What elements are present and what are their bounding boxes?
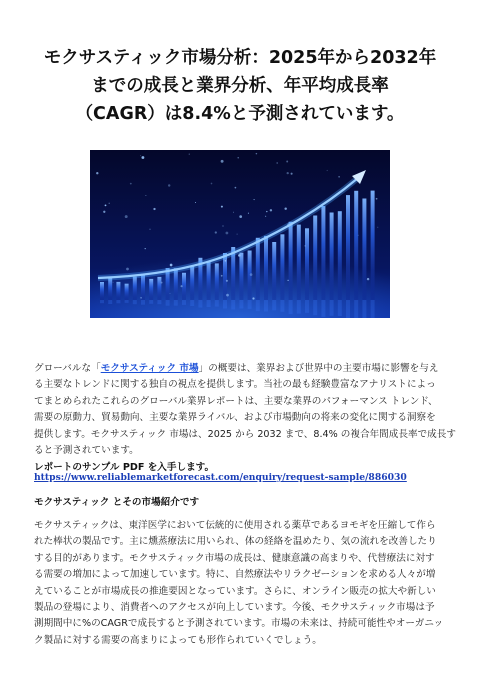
title-line-3: （CAGR）は8.4%と予測されています。 xyxy=(75,103,405,124)
intro-line-3: する目的があります。モクサスティック市場の成長は、健康意識の高まりや、代替療法に対す xyxy=(34,552,435,564)
hero-bar xyxy=(149,279,153,300)
hero-sparkle xyxy=(256,153,258,155)
hero-bar-reflection xyxy=(190,300,194,306)
hero-bar xyxy=(256,238,260,300)
hero-bar xyxy=(207,261,211,300)
hero-sparkle xyxy=(358,235,359,236)
hero-sparkle xyxy=(239,215,242,218)
hero-sparkle xyxy=(235,187,237,189)
hero-sparkle xyxy=(221,275,223,277)
hero-sparkle xyxy=(225,260,227,262)
overview-line-5: 提供します。モクサスティック 市場は、2025 から 2032 まで、8.4% の複合年間成長率で成長す xyxy=(34,428,456,440)
hero-bar-reflection xyxy=(207,300,211,307)
sample-request-link[interactable]: https://www.reliablemarketforecast.com/enquiry/request-sample/886030 xyxy=(34,472,407,483)
hero-bar xyxy=(321,206,325,300)
hero-bar xyxy=(346,195,350,300)
hero-bar-reflection xyxy=(149,300,153,304)
hero-bar-reflection xyxy=(223,300,227,309)
hero-bar-reflection xyxy=(346,300,350,318)
hero-bar xyxy=(141,274,145,300)
hero-sparkle xyxy=(286,161,288,163)
hero-sparkle xyxy=(195,202,196,203)
hero-bar-reflection xyxy=(297,300,301,314)
hero-sparkle xyxy=(221,206,223,208)
hero-bar xyxy=(280,234,284,300)
hero-bar xyxy=(305,228,309,300)
hero-sparkle xyxy=(161,282,163,284)
hero-bar-reflection xyxy=(313,300,317,315)
hero-bar xyxy=(362,199,366,301)
hero-bar xyxy=(215,263,219,300)
hero-bar-reflection xyxy=(125,300,129,303)
hero-sparkle xyxy=(367,278,369,280)
overview-prefix: グローバルな「 xyxy=(34,363,101,374)
hero-sparkle xyxy=(215,231,217,233)
hero-bar-reflection xyxy=(116,300,120,303)
hero-bar xyxy=(354,191,358,300)
intro-paragraph xyxy=(34,518,450,649)
hero-sparkle xyxy=(113,282,114,283)
hero-bar xyxy=(100,282,104,300)
page-title xyxy=(20,44,460,128)
hero-sparkle xyxy=(238,254,241,257)
hero-bar-reflection xyxy=(133,300,137,304)
hero-bar xyxy=(264,236,268,300)
hero-sparkle xyxy=(376,198,378,200)
hero-sparkle xyxy=(189,154,190,155)
hero-sparkle xyxy=(270,209,272,211)
hero-sparkle xyxy=(284,207,286,209)
hero-bar-reflection xyxy=(100,300,104,303)
hero-sparkle xyxy=(226,280,228,282)
hero-bar-reflection xyxy=(338,300,342,316)
hero-bar-reflection xyxy=(198,300,202,308)
hero-bar-reflection xyxy=(289,300,293,314)
hero-sparkle xyxy=(226,294,229,297)
hero-sparkle xyxy=(254,199,255,200)
hero-sparkle xyxy=(338,176,340,178)
hero-sparkle xyxy=(221,160,224,163)
hero-bar xyxy=(190,266,194,300)
hero-sparkle xyxy=(140,297,142,299)
hero-sparkle xyxy=(149,228,151,230)
hero-bar xyxy=(116,282,120,300)
hero-bar-reflection xyxy=(362,300,366,318)
intro-line-5: えていることが市場成長の推進要因となっています。さらに、オンライン販売の拡大や新しい xyxy=(34,585,436,597)
intro-line-6: 製品の登場により、消費者へのアクセスが向上しています。今後、モクサスティック市場は予 xyxy=(34,602,435,614)
hero-bar xyxy=(338,211,342,300)
overview-line-6: ると予測されています。 xyxy=(34,445,139,457)
hero-sparkle xyxy=(223,226,224,227)
hero-bar xyxy=(157,277,161,300)
hero-sparkle xyxy=(145,248,146,249)
overview-line-4: 需要の原動力、貿易動向、主要な業界ライバル、および市場動向の将来の変化に関する洞察を xyxy=(34,412,436,424)
hero-sparkle xyxy=(237,234,238,235)
market-intro-heading: モクサスティック とその市場紹介です xyxy=(34,497,200,508)
hero-sparkle xyxy=(125,215,128,218)
hero-sparkle xyxy=(181,285,183,287)
hero-sparkle xyxy=(291,173,293,175)
hero-bar-reflection xyxy=(141,300,145,305)
overview-line-3: てまとめられたこれらのグローバル業界レポートは、主要な業界のパフォーマンス トレンド、 xyxy=(34,395,438,407)
intro-line-4: る需要の増加によって加速しています。特に、自然療法やリラクゼーションを求める人々が増 xyxy=(34,569,436,581)
hero-bar xyxy=(174,268,178,300)
hero-sparkle xyxy=(226,232,229,235)
title-line-2: までの成長と業界分析、年平均成長率 xyxy=(91,75,389,96)
overview-paragraph xyxy=(34,361,456,459)
hero-sparkle xyxy=(170,264,173,267)
hero-bar-reflection xyxy=(248,300,252,309)
hero-bar-reflection xyxy=(305,300,309,313)
hero-bar-reflection xyxy=(264,300,268,312)
hero-sparkle xyxy=(377,227,378,228)
hero-bar-reflection xyxy=(239,300,243,309)
hero-sparkle xyxy=(266,211,267,212)
overview-line-2: る主要なトレンドに関する独自の視点を提供します。当社の最も経験豊富なアナリストによっ xyxy=(34,379,436,391)
intro-line-2: れた棒状の製品です。主に燻蒸療法に用いられ、体の経絡を温めたり、気の流れを改善したり xyxy=(34,536,437,548)
hero-bar xyxy=(371,191,375,300)
hero-bar-reflection xyxy=(321,300,325,317)
hero-sparkle xyxy=(287,280,288,281)
hero-bar xyxy=(125,284,129,300)
hero-bar-reflection xyxy=(108,300,112,304)
hero-sparkle xyxy=(153,208,155,210)
hero-sparkle xyxy=(252,297,254,299)
sample-pdf-heading: レポートのサンプル PDF を入手します。 xyxy=(34,462,215,473)
hero-bar-reflection xyxy=(371,300,375,318)
hero-sparkle xyxy=(250,273,253,276)
hero-sparkle xyxy=(287,172,289,174)
hero-bar xyxy=(239,253,243,300)
hero-sparkle xyxy=(304,245,305,246)
hero-bar-reflection xyxy=(272,300,276,310)
market-link[interactable]: モクサスティック 市場 xyxy=(100,363,199,374)
hero-sparkle xyxy=(327,170,328,171)
intro-line-7: 測期間中に%のCAGRで成長すると予測されています。市場の未来は、持続可能性やオーガニッ xyxy=(34,618,444,630)
hero-growth-image xyxy=(90,150,390,318)
hero-bar-reflection xyxy=(330,300,334,316)
hero-bar-reflection xyxy=(174,300,178,306)
hero-bar-reflection xyxy=(231,300,235,310)
hero-sparkle xyxy=(103,211,105,213)
hero-bar-reflection xyxy=(256,300,260,311)
hero-sparkle xyxy=(248,213,249,214)
overview-line-1 xyxy=(34,361,450,377)
hero-sparkle xyxy=(168,184,170,186)
hero-bar-reflection xyxy=(354,300,358,318)
hero-sparkle xyxy=(145,195,146,196)
hero-sparkle xyxy=(233,212,234,213)
hero-sparkle xyxy=(276,162,278,164)
hero-sparkle xyxy=(140,155,141,156)
hero-bar xyxy=(272,242,276,300)
hero-bar xyxy=(223,253,227,300)
hero-sparkle xyxy=(105,204,107,206)
hero-sparkle xyxy=(237,157,238,158)
intro-line-1: モクサスティックは、東洋医学において伝統的に使用される薬草であるヨモギを圧縮して作ら xyxy=(34,520,436,531)
hero-bar-reflection xyxy=(157,300,161,304)
hero-sparkle xyxy=(96,172,98,174)
hero-sparkle xyxy=(265,216,266,217)
hero-sparkle xyxy=(141,156,144,159)
hero-bar-reflection xyxy=(215,300,219,307)
hero-graphic xyxy=(90,150,390,318)
hero-bar-reflection xyxy=(166,300,170,306)
hero-bar xyxy=(133,277,137,300)
hero-sparkle xyxy=(211,183,213,185)
hero-bar xyxy=(330,213,334,301)
intro-line-8: ク製品に対する需要の高まりによっても形作られていくでしょう。 xyxy=(34,634,322,646)
hero-bar xyxy=(289,222,293,300)
title-line-1: モクサスティック市場分析：2025年から2032年 xyxy=(43,47,437,68)
hero-bar xyxy=(108,278,112,300)
hero-bar xyxy=(297,225,301,300)
hero-bar-reflection xyxy=(280,300,284,312)
overview-line-1-rest: 」の概要は、業界および世界中の主要市場に影響を与え xyxy=(198,363,439,374)
hero-sparkle xyxy=(109,203,110,204)
hero-bar-reflection xyxy=(182,300,186,305)
hero-sparkle xyxy=(170,293,171,294)
hero-bar xyxy=(313,216,317,301)
hero-sparkle xyxy=(126,268,129,271)
hero-sparkle xyxy=(130,183,132,185)
